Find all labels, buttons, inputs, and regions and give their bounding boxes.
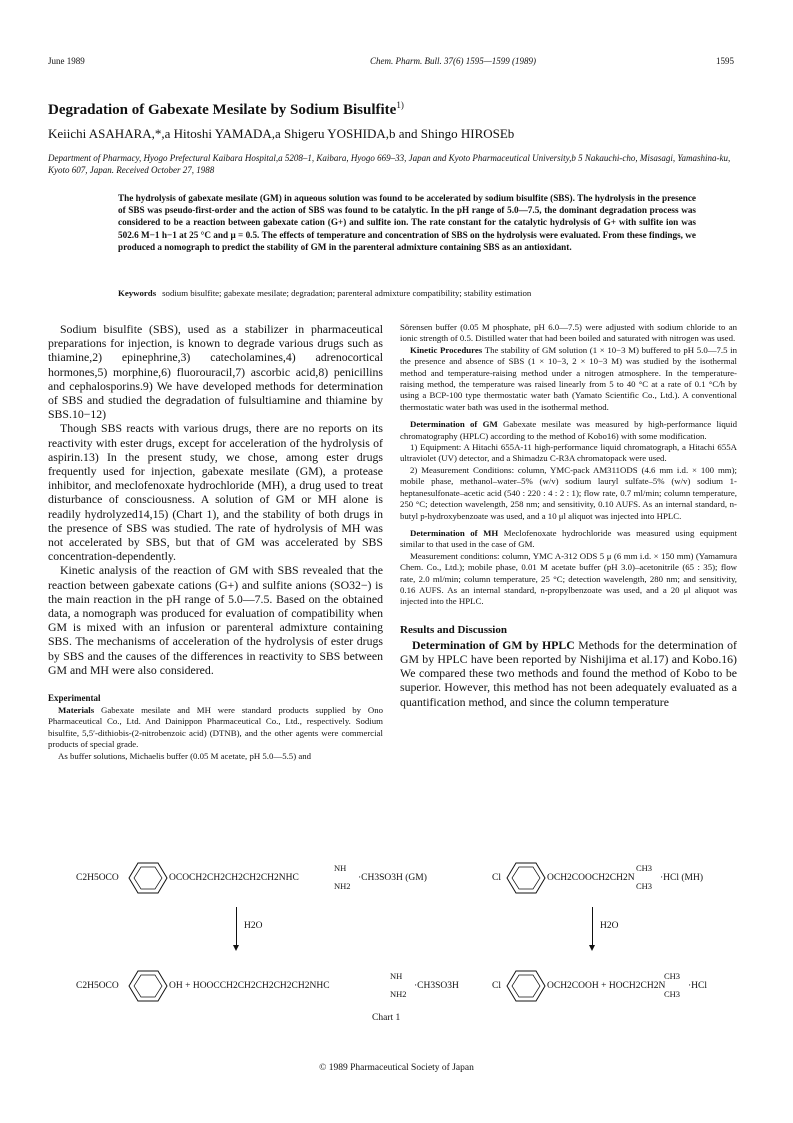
mh-salt: ·HCl (MH) xyxy=(660,873,704,883)
reaction-arrow-gm xyxy=(236,907,237,947)
product-ester-group: C2H5OCO xyxy=(76,981,119,991)
mh-chain: OCH2COOCH2CH2N xyxy=(547,873,635,883)
mh-conditions-paragraph: Measurement conditions: column, YMC A-312 ODS 5 μ (6 mm i.d. × 150 mm) (Yamamura Chem. Co., Ltd.); mobile phase, 0.01 M acetate buffer (pH 3.0)–acetonitrile (65 : 35); flow rate, 2.0 ml/min; column temperature, 25 °C; detection wavelength, 280 nm; and sensitivity, 0.16 AUFS. As an internal standard, n-propylbenzoate was used, and a 20 μl aliquot was injected into the HPLC. xyxy=(400,550,737,607)
benzene-ring-icon xyxy=(506,861,546,895)
keywords xyxy=(118,288,718,298)
gm-amine: NH2 xyxy=(334,881,351,891)
chart-caption: Chart 1 xyxy=(372,1013,401,1023)
section-heading-experimental: Experimental xyxy=(48,693,101,704)
results-paragraph xyxy=(400,638,737,709)
det-gm-run-in: Determination of GM xyxy=(410,419,498,430)
intro-paragraph-1: Sodium bisulfite (SBS), used as a stabilizer in pharmaceutical preparations for injection, is known to degrade various drugs such as thiamine,2) epinephrine,3) catecholamines,4) adrenocortical hormones,5) morphine,6) fluorouracil,7) ascorbic acid,8) penicillins and cephalosporins.9) We have developed methods for determination of SBS and studied the degradation of fulsultiamine and thiamine by SBS.10−12) xyxy=(48,322,383,422)
affiliation: Department of Pharmacy, Hyogo Prefectural Kaibara Hospital,a 5208–1, Kaibara, Hyogo 669–33, Japan and Kyoto Pharmaceutical University,b 5 Nakauchi-cho, Misasagi, Yamashina-ku, Kyoto 607, Japan. Received October 27, 1988 xyxy=(48,153,731,175)
water-label-mh: H2O xyxy=(600,921,619,931)
kinetic-paragraph xyxy=(400,345,737,413)
header-page-number: 1595 xyxy=(716,56,734,66)
benzene-ring-icon xyxy=(128,969,168,1003)
kinetic-text: The stability of GM solution (1 × 10−3 M) buffered to pH 5.0—7.5 in the presence and absence of SBS (1 × 10−3, 2 × 10−3 M) was studied by the isothermal method and temperature-raising method under a nitrogen atmosphere. In the temperature-raising method, the temperature was raised linearly from 5 to 40 °C at a rate of 0.1 °C/h by using a BCP-100 type thermostatic water bath (Yamato Scientific Co., Ltd.). A conventional thermostatic water bath was used in the isothermal method. xyxy=(400,344,738,412)
product-amine: NH2 xyxy=(390,989,407,999)
left-column xyxy=(48,322,383,762)
conditions-paragraph: 2) Measurement Conditions: column, YMC-pack AM311ODS (4.6 mm i.d. × 100 mm); mobile phase, methanol–water–5% (w/v) sodium lauryl sulfate–5% (w/v) sodium 1-heptanesulfonate–acetic acid (540 : 220 : 4 : 2 : 1); flow rate, 0.7 ml/min; column temperature, 250 °C; detection wavelength, 258 nm; and sensitivity, 0.10 AUFS. As an internal standard, n-butyl p-hydroxybenzoate was used, and a 10 μl aliquot was injected into HPLC. xyxy=(400,464,737,521)
right-column xyxy=(400,322,737,709)
product-mh-chain: OCH2COOH + HOCH2CH2N xyxy=(547,981,666,991)
product-methyl-a: CH3 xyxy=(664,971,681,981)
product-chloro: Cl xyxy=(492,981,501,991)
gm-salt: ·CH3SO3H (GM) xyxy=(358,873,427,883)
buffers-continued: Sörensen buffer (0.05 M phosphate, pH 6.0—7.5) were adjusted with sodium chloride to an ionic strength of 0.5. Distilled water that had been boiled and saturated with nitrogen was used. xyxy=(400,322,737,344)
results-text: Methods for the determination of GM by HPLC have been reported by Nishijima et al.17) and Kobo.16) We compared these two methods and found the method of Kobo to be superior. However, this method has not been adequately evaluated as a quantification method, and since the column temperature xyxy=(400,637,737,709)
product-gm-chain: OH + HOOCCH2CH2CH2CH2CH2NHC xyxy=(169,981,330,991)
keywords-text: sodium bisulfite; gabexate mesilate; degradation; parenteral admixture compatibility; stability estimation xyxy=(162,288,532,298)
mh-methyl-a: CH3 xyxy=(636,863,653,873)
equipment-paragraph: 1) Equipment: A Hitachi 655A-11 high-performance liquid chromatograph, a Hitachi 655A ultraviolet (UV) detector, and a Shimadzu C-R3A chromatopack were used. xyxy=(400,442,737,464)
mh-methyl-b: CH3 xyxy=(636,881,653,891)
copyright-footer: © 1989 Pharmaceutical Society of Japan xyxy=(319,1063,474,1073)
det-mh-run-in: Determination of MH xyxy=(410,527,499,538)
paper-title xyxy=(48,100,404,119)
paper-title-text: Degradation of Gabexate Mesilate by Sodium Bisulfite xyxy=(48,102,397,118)
header-date: June 1989 xyxy=(48,56,85,66)
det-gm-paragraph xyxy=(400,419,737,442)
det-mh-paragraph xyxy=(400,528,737,551)
header-journal: Chem. Pharm. Bull. 37(6) 1595—1599 (1989) xyxy=(370,56,536,66)
water-label-gm: H2O xyxy=(244,921,263,931)
det-gm-text: Gabexate mesilate was measured by high-performance liquid chromatography (HPLC) according to the method of Kobo16) with some modification. xyxy=(400,419,737,441)
abstract: The hydrolysis of gabexate mesilate (GM) in aqueous solution was found to be accelerated by sodium bisulfite (SBS). The hydrolysis in the presence of SBS was pseudo-first-order and the action of SBS was found to be catalytic. In the pH range of 5.0—7.5, the dominant degradation process was considered to be a reaction between gabexate cation (G+) and sulfite ion. The rate constant for the catalytic hydrolysis of G+ with sulfite ion was 502.6 M−1 h−1 at 25 °C and μ = 0.5. The effects of temperature and concentration of SBS on the hydrolysis were evaluated. From these findings, we produced a nomograph to predict the stability of GM in the parenteral admixture containing SBS as an antioxidant. xyxy=(118,193,696,252)
product-gm-salt: ·CH3SO3H xyxy=(414,981,459,991)
title-reference: 1) xyxy=(396,100,404,110)
intro-paragraph-3: Kinetic analysis of the reaction of GM with SBS revealed that the reaction between gabexate cations (G+) and sulfite anions (SO32−) is the main reaction in the pH range of 5.0—7.5. Based on the obtained data, a nomograph was produced for evaluation of compatibility when GM is mixed with an infusion or parenteral admixture containing SBS. The mechanisms of acceleration of the hydrolysis of ester drugs by SBS and the causes of the differences in reactivity to SBS between GM and MH were also considered. xyxy=(48,563,383,677)
product-imine: NH xyxy=(390,971,403,981)
gm-ester-group: C2H5OCO xyxy=(76,873,119,883)
gm-chain: OCOCH2CH2CH2CH2CH2NHC xyxy=(169,873,299,883)
buffers-paragraph: As buffer solutions, Michaelis buffer (0.05 M acetate, pH 5.0—5.5) and xyxy=(58,750,312,761)
chart-1-scheme xyxy=(40,855,760,1030)
kinetic-run-in: Kinetic Procedures xyxy=(410,344,483,355)
mh-chloro: Cl xyxy=(492,873,501,883)
intro-paragraph-2: Though SBS reacts with various drugs, there are no reports on its reactivity with ester drugs, except for acceleration of the hydrolysis of aspirin.13) In the present study, we chose, among ester drugs frequently used for injection, gabexate mesilate (GM), a protease inhibitor, and meclofenoxate hydrochloride (MH), a drug used to treat disturbance of consciousness. A solution of GM or MH alone is readily hydrolyzed14,15) (Chart 1), and the stability of both drugs in the presence of SBS was studied. The rate of hydrolysis of MH was not accelerated by SBS, but that of GM was accelerated by SBS concentration-dependently. xyxy=(48,421,383,564)
arrow-down-icon xyxy=(589,945,595,951)
reaction-arrow-mh xyxy=(592,907,593,947)
det-mh-text: Meclofenoxate hydrochloride was measured using equipment similar to that used in the case of GM. xyxy=(400,527,737,550)
gm-imine: NH xyxy=(334,863,347,873)
results-run-in: Determination of GM by HPLC xyxy=(412,637,575,652)
authors: Keiichi ASAHARA,*,a Hitoshi YAMADA,a Shigeru YOSHIDA,b and Shingo HIROSEb xyxy=(48,126,515,141)
keywords-label: Keywords xyxy=(118,288,157,298)
benzene-ring-icon xyxy=(128,861,168,895)
arrow-down-icon xyxy=(233,945,239,951)
product-methyl-b: CH3 xyxy=(664,989,681,999)
section-heading-results: Results and Discussion xyxy=(400,623,507,636)
benzene-ring-icon xyxy=(506,969,546,1003)
materials-text: Gabexate mesilate and MH were standard products supplied by Ono Pharmaceutical Co., Ltd. And Dainippon Pharmaceutical Co., Ltd., respectively. Sodium bisulfite, 5,5′-dithiobis-(2-nitrobenzoic acid) (DTNB), and the other agents were commercial products of special grade. xyxy=(48,705,384,750)
product-mh-salt: ·HCl xyxy=(688,981,707,991)
materials-run-in: Materials xyxy=(58,705,95,716)
materials-paragraph xyxy=(48,705,383,751)
